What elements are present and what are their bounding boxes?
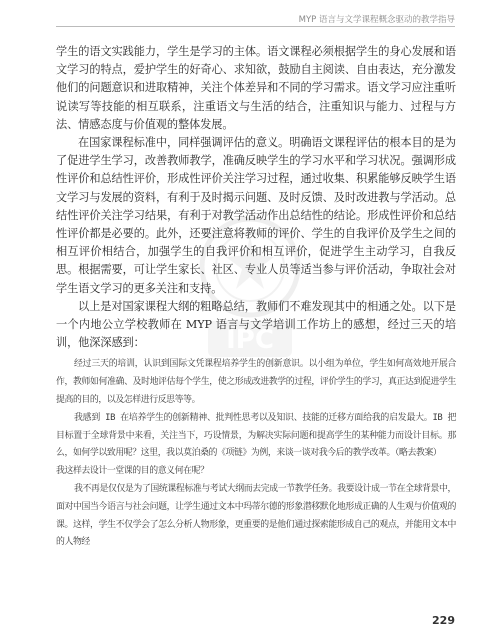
running-header: MYP 语言与文学课程概念驱动的教学指导 xyxy=(298,15,455,25)
teacher-reflection-quote xyxy=(56,356,456,552)
paragraph-2: 在国家课程标准中，同样强调评估的意义。明确语文课程评估的根本目的是为了促进学生学习，改善教师教学，准确反映学生的学习水平和学习状况。强调形成性评价和总结性评价，形成性评价关注学习过程，通过收集、积累能够反映学生语文学习与发展的资料，有利于及时揭示问题、及时反馈、及时改进教与学活动。总结性评价关注学习结果，有利于对教学活动作出总结性的结论。形成性评价和总结性评价都是必要的。此外，还要注意将教师的评价、学生的自我评价及学生之间的相互评价相结合，加强学生的自我评价和相互评价，促进学生主动学习，自我反思。根据需要，可让学生家长、社区、专业人员等适当参与评价活动，争取社会对学生语文学习的更多关注和支持。 xyxy=(56,136,456,295)
paragraph-1: 学生的语文实践能力，学生是学习的主体。语文课程必须根据学生的身心发展和语文学习的特点，爱护学生的好奇心、求知欲，鼓励自主阅读、自由表达，充分激发他们的问题意识和进取精神，关注个体差异和不同的学习需求。语文学习应注重听说读写等技能的相互联系，注重语文与生活的结合，注重知识与能力、过程与方法、情感态度与价值观的整体发展。 xyxy=(56,45,456,131)
quote-paragraph-1: 经过三天的培训，认识到国际文凭课程培养学生的创新意识。以小组为单位，学生如何高效地开展合作，教师如何准确、及时地评估每个学生，使之形成改进教学的过程，评价学生的学习，真正达到促进学生提高的目的，以及怎样进行反思等等。 xyxy=(56,359,456,406)
page-body xyxy=(56,43,456,552)
page-number: 229 xyxy=(432,614,455,627)
header-rule xyxy=(56,26,455,27)
watermark-text: IPC xyxy=(226,325,274,355)
quote-paragraph-2: 我感到 IB 在培养学生的创新精神、批判性思考以及知识、技能的迁移方面给我的启发最大。IB 把目标置于全球背景中来看，关注当下，巧设情景，为解决实际问题和提高学生的某种能力而设计目标。那么，如何学以致用呢？这里，我以莫泊桑的《项链》为例，来谈一谈对我今后的教学改革。（略去教案） xyxy=(56,412,456,459)
paragraph-3: 以上是对国家课程大纲的粗略总结，教师们不难发现其中的相通之处。以下是一个内地公立学校教师在 MYP 语言与文学培训工作坊上的感想，经过三天的培训，他深深感到： xyxy=(56,299,456,350)
quote-question: 我这样去设计一堂课的目的意义何在呢？ xyxy=(56,466,209,477)
quote-paragraph-4: 我不再是仅仅是为了国统课程标准与考试大纲而去完成一节教学任务。我要设计成一节在全球背景中，面对中国当今语言与社会问题，让学生通过文本中玛蒂尔德的形象潜移默化地形成正确的人生观与价值观的课。这样，学生不仅学会了怎么分析人物形象，更重要的是他们通过探索能形成自己的观点，并能用文本中的人物经 xyxy=(56,484,456,548)
